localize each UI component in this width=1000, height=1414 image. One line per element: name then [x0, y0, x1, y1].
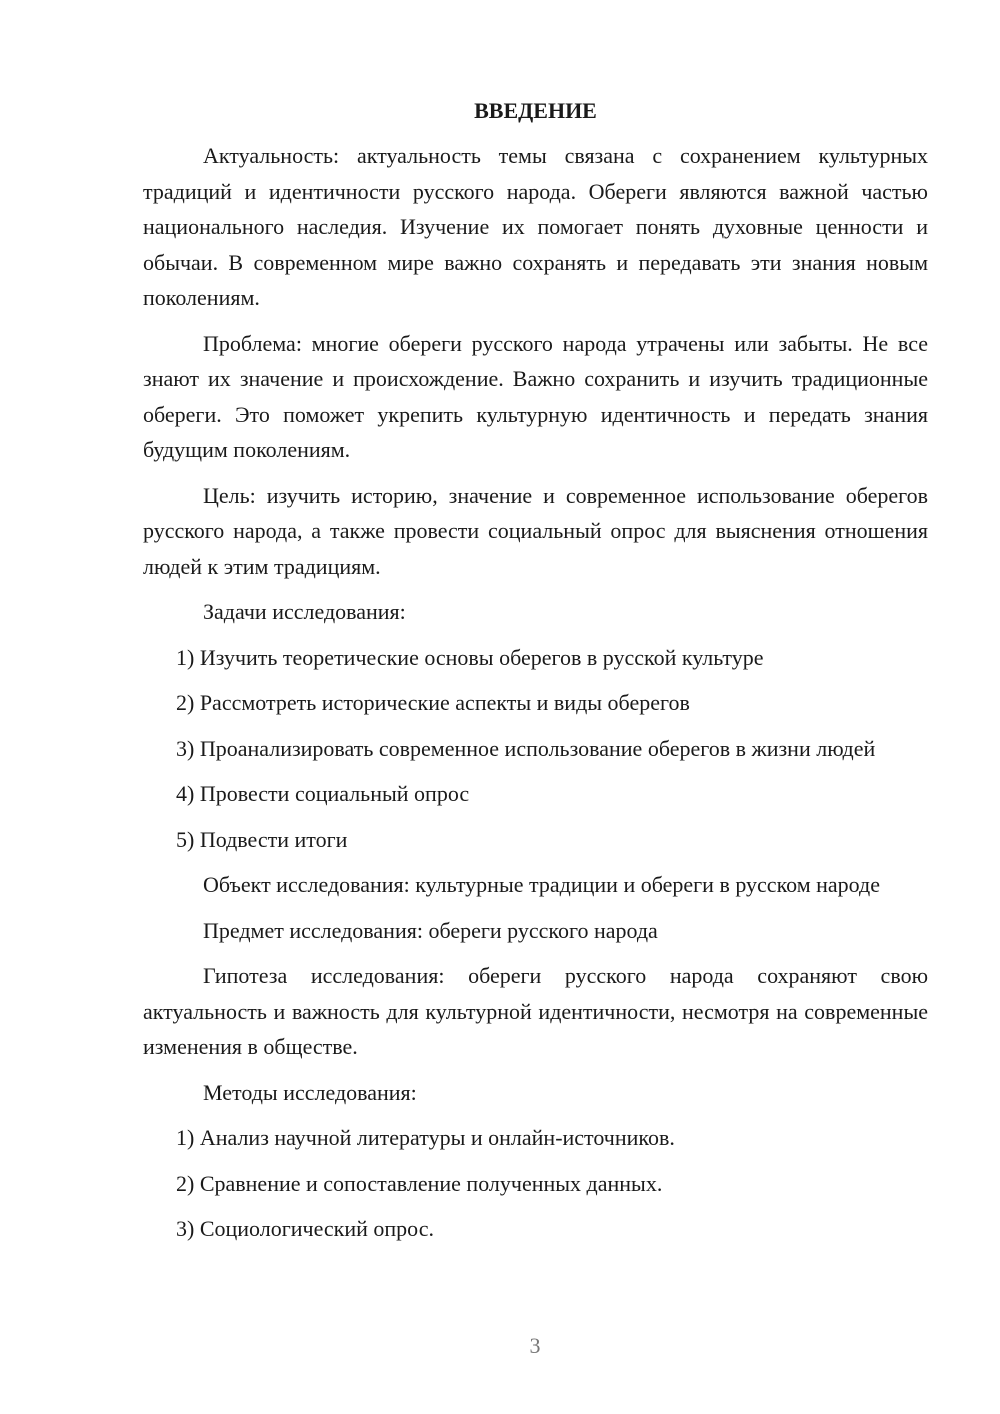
task-item: 5) Подвести итоги: [176, 826, 348, 852]
problem-paragraph: Проблема: многие обереги русского народа утрачены или забыты. Не все знают их значение и происхождение. Важно сохранить и изучить традиционные обереги. Это поможет укрепить культурную идентичность и передать знания будущим поколениям.: [143, 330, 928, 462]
task-item: 3) Проанализировать современное использование оберегов в жизни людей: [176, 735, 876, 761]
task-item: 4) Провести социальный опрос: [176, 781, 470, 806]
method-item: 1) Анализ научной литературы и онлайн-источников.: [176, 1125, 675, 1150]
subject-paragraph: Предмет исследования: обереги русского народа: [203, 917, 658, 943]
task-item: 2) Рассмотреть исторические аспекты и виды оберегов: [176, 690, 690, 715]
goal-paragraph: Цель: изучить историю, значение и современное использование оберегов русского народа, а также провести социальный опрос для выяснения отношения людей к этим традициям.: [143, 482, 928, 579]
document-page: [143, 96, 928, 1257]
section-title: ВВЕДЕНИЕ: [474, 98, 597, 123]
task-item: 1) Изучить теоретические основы оберегов в русской культуре: [176, 644, 764, 670]
page-number: 3: [529, 1333, 541, 1358]
method-item: 3) Социологический опрос.: [176, 1216, 434, 1241]
hypothesis-paragraph: Гипотеза исследования: обереги русского народа сохраняют свою актуальность и важность для культурной идентичности, несмотря на современные изменения в обществе.: [143, 963, 928, 1059]
relevance-paragraph: Актуальность: актуальность темы связана с сохранением культурных традиций и идентичности русского народа. Обереги являются важной частью национального наследия. Изучение их помогает понять духовные ценности и обычаи. В современном мире важно сохранять и передавать эти знания новым поколениям.: [143, 143, 928, 310]
methods-heading: Методы исследования:: [203, 1079, 417, 1105]
method-item: 2) Сравнение и сопоставление полученных данных.: [176, 1170, 663, 1196]
tasks-heading: Задачи исследования:: [203, 599, 406, 624]
object-paragraph: Объект исследования: культурные традиции и обереги в русском народе: [203, 872, 881, 897]
